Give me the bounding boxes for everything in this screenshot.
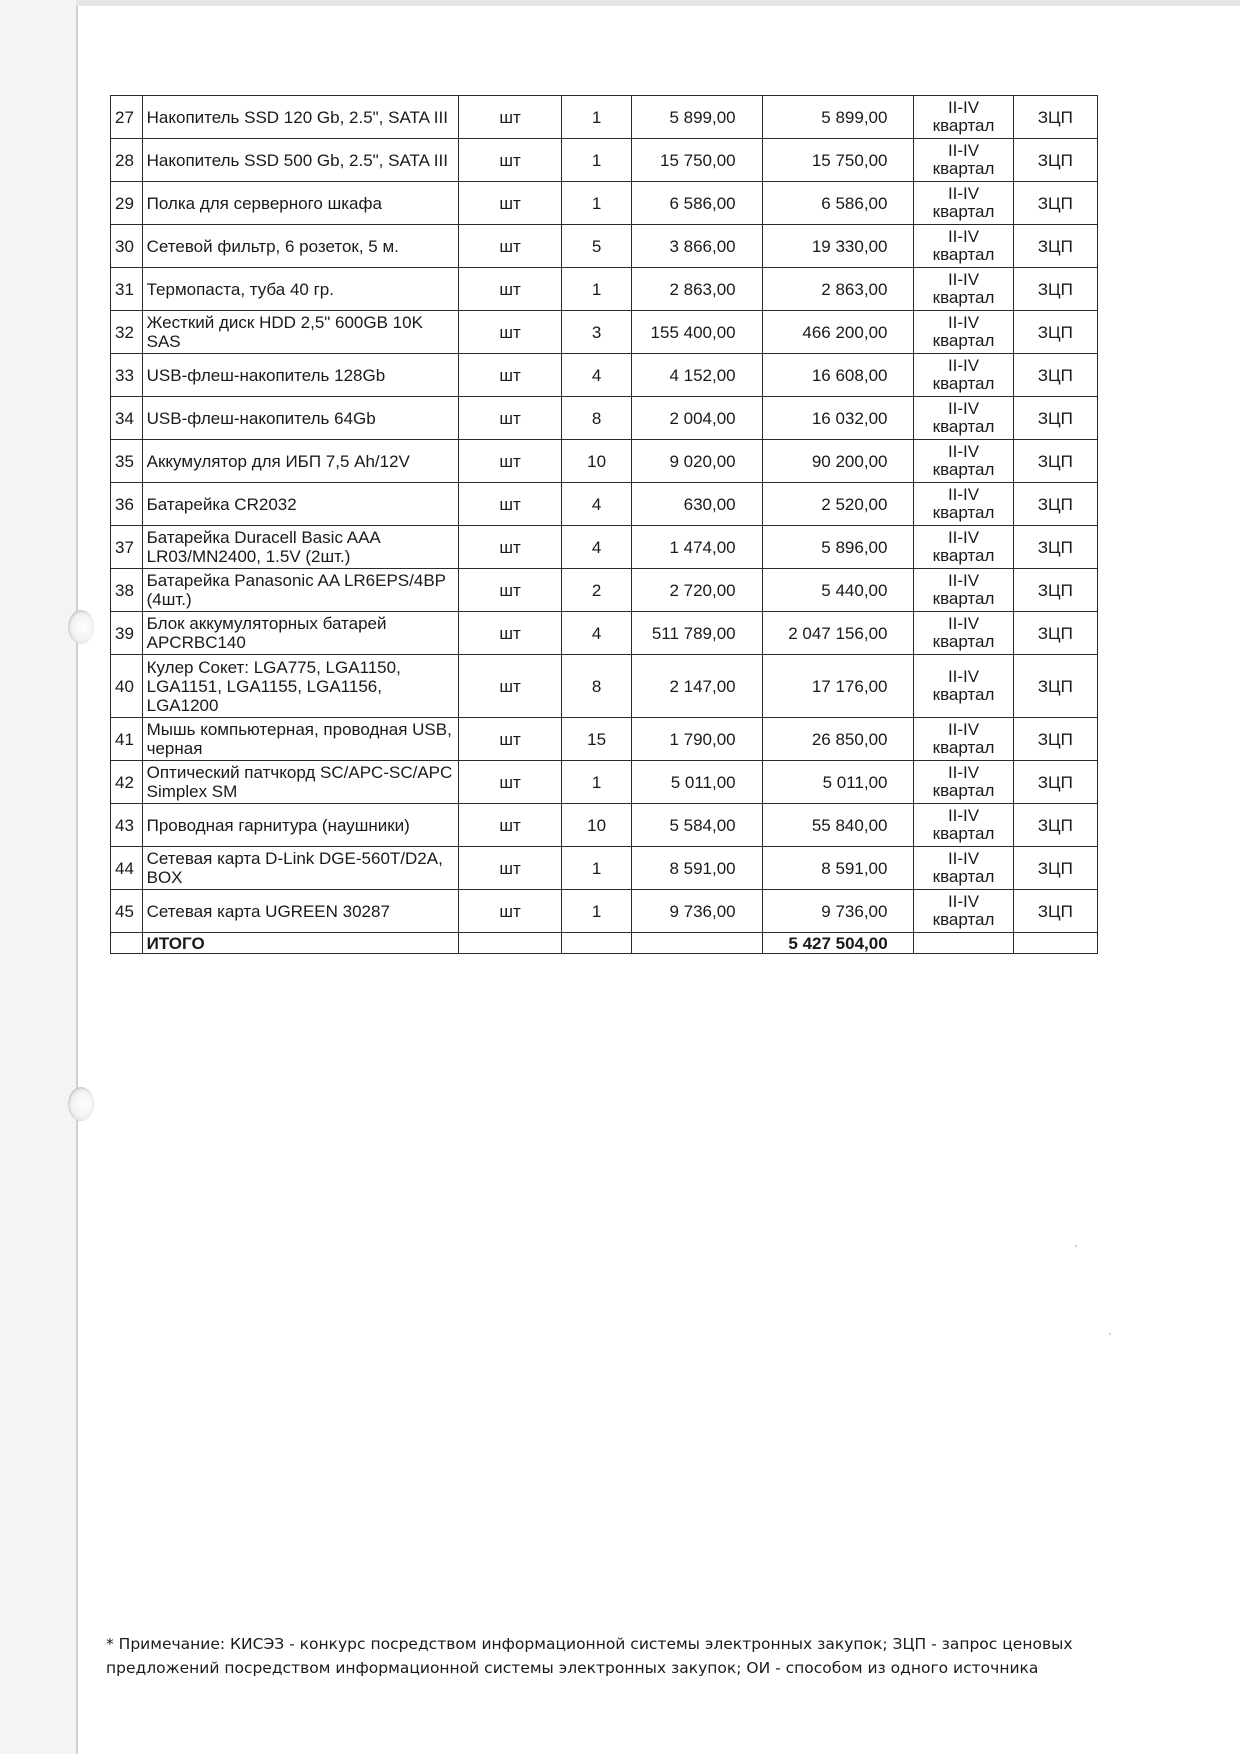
cell-procurement-method: ЗЦП (1013, 440, 1097, 483)
cell-number: 45 (111, 890, 143, 933)
cell-procurement-method: ЗЦП (1013, 397, 1097, 440)
cell-number: 34 (111, 397, 143, 440)
cell-unit: шт (458, 655, 561, 718)
cell-total-sum: 16 032,00 (762, 397, 914, 440)
cell-total-sum: 5 896,00 (762, 526, 914, 569)
table-row (111, 354, 1098, 397)
cell-item-name: Батарейка Duracell Basic AAA LR03/MN2400, 1.5V (2шт.) (142, 526, 458, 569)
cell-procurement-method: ЗЦП (1013, 890, 1097, 933)
table-row (111, 96, 1098, 139)
cell-unit: шт (458, 397, 561, 440)
cell-unit-price: 3 866,00 (631, 225, 762, 268)
cell-unit-price: 630,00 (631, 483, 762, 526)
cell-unit-price: 8 591,00 (631, 847, 762, 890)
cell-number: 30 (111, 225, 143, 268)
cell-item-name: USB-флеш-накопитель 128Gb (142, 354, 458, 397)
cell-unit: шт (458, 847, 561, 890)
cell-total-sum: 8 591,00 (762, 847, 914, 890)
cell-period: II-IV квартал (914, 718, 1013, 761)
cell-procurement-method: ЗЦП (1013, 139, 1097, 182)
cell-item-name: Сетевая карта UGREEN 30287 (142, 890, 458, 933)
cell-period: II-IV квартал (914, 225, 1013, 268)
cell-total-sum: 15 750,00 (762, 139, 914, 182)
footnote: * Примечание: КИСЭЗ - конкурс посредством информационной системы электронных закупок; ЗЦП - запрос ценовых предложений посредством информационной системы электронных закупок; ОИ - способом из одного источника (106, 1635, 1073, 1677)
cell-unit: шт (458, 804, 561, 847)
cell-period: II-IV квартал (914, 890, 1013, 933)
cell-total-sum: 19 330,00 (762, 225, 914, 268)
total-sum: 5 427 504,00 (762, 933, 914, 954)
table-row (111, 483, 1098, 526)
table-row (111, 655, 1098, 718)
table-row (111, 890, 1098, 933)
cell-quantity: 1 (562, 847, 632, 890)
cell-quantity: 1 (562, 890, 632, 933)
cell-item-name: Проводная гарнитура (наушники) (142, 804, 458, 847)
cell-total-sum: 2 520,00 (762, 483, 914, 526)
cell-quantity: 10 (562, 804, 632, 847)
cell-item-name: Кулер Сокет: LGA775, LGA1150, LGA1151, LGA1155, LGA1156, LGA1200 (142, 655, 458, 718)
table-row (111, 526, 1098, 569)
cell-unit-price: 1 790,00 (631, 718, 762, 761)
cell-total-sum: 26 850,00 (762, 718, 914, 761)
cell-quantity: 8 (562, 397, 632, 440)
cell-item-name: Сетевая карта D-Link DGE-560T/D2A, BOX (142, 847, 458, 890)
cell-item-name: Мышь компьютерная, проводная USB, черная (142, 718, 458, 761)
cell-item-name: Полка для серверного шкафа (142, 182, 458, 225)
cell-quantity: 1 (562, 139, 632, 182)
cell-period: II-IV квартал (914, 761, 1013, 804)
table-row (111, 761, 1098, 804)
cell-empty (1013, 933, 1097, 954)
cell-quantity: 1 (562, 761, 632, 804)
cell-period: II-IV квартал (914, 569, 1013, 612)
table-row (111, 718, 1098, 761)
cell-unit-price: 6 586,00 (631, 182, 762, 225)
cell-number: 37 (111, 526, 143, 569)
cell-number: 29 (111, 182, 143, 225)
table-row (111, 612, 1098, 655)
cell-item-name: Батарейка CR2032 (142, 483, 458, 526)
table-row (111, 569, 1098, 612)
cell-procurement-method: ЗЦП (1013, 569, 1097, 612)
cell-unit-price: 9 736,00 (631, 890, 762, 933)
cell-item-name: Аккумулятор для ИБП 7,5 Ah/12V (142, 440, 458, 483)
cell-period: II-IV квартал (914, 847, 1013, 890)
cell-total-sum: 17 176,00 (762, 655, 914, 718)
cell-procurement-method: ЗЦП (1013, 354, 1097, 397)
cell-number: 33 (111, 354, 143, 397)
cell-period: II-IV квартал (914, 526, 1013, 569)
scan-speck: · (1074, 1240, 1078, 1252)
cell-unit-price: 511 789,00 (631, 612, 762, 655)
cell-unit-price: 2 720,00 (631, 569, 762, 612)
cell-period: II-IV квартал (914, 139, 1013, 182)
cell-unit-price: 5 011,00 (631, 761, 762, 804)
scan-speck: · (1108, 1328, 1112, 1340)
table-row (111, 847, 1098, 890)
cell-quantity: 5 (562, 225, 632, 268)
cell-item-name: Жесткий диск HDD 2,5" 600GB 10K SAS (142, 311, 458, 354)
cell-total-sum: 55 840,00 (762, 804, 914, 847)
cell-procurement-method: ЗЦП (1013, 655, 1097, 718)
table-row (111, 139, 1098, 182)
cell-empty (562, 933, 632, 954)
cell-number: 36 (111, 483, 143, 526)
cell-unit-price: 2 004,00 (631, 397, 762, 440)
cell-total-sum: 5 011,00 (762, 761, 914, 804)
cell-total-sum: 90 200,00 (762, 440, 914, 483)
cell-item-name: Накопитель SSD 120 Gb, 2.5", SATA III (142, 96, 458, 139)
cell-empty (631, 933, 762, 954)
punch-hole (68, 1087, 94, 1121)
cell-period: II-IV квартал (914, 96, 1013, 139)
cell-unit-price: 2 147,00 (631, 655, 762, 718)
cell-unit-price: 155 400,00 (631, 311, 762, 354)
table-row (111, 225, 1098, 268)
table-row (111, 268, 1098, 311)
procurement-table (110, 95, 1098, 954)
table-row (111, 397, 1098, 440)
cell-period: II-IV квартал (914, 612, 1013, 655)
cell-total-sum: 5 899,00 (762, 96, 914, 139)
cell-total-sum: 2 047 156,00 (762, 612, 914, 655)
table-row (111, 804, 1098, 847)
cell-number: 44 (111, 847, 143, 890)
cell-unit: шт (458, 612, 561, 655)
cell-procurement-method: ЗЦП (1013, 483, 1097, 526)
cell-item-name: Накопитель SSD 500 Gb, 2.5", SATA III (142, 139, 458, 182)
total-row (111, 933, 1098, 954)
cell-number: 27 (111, 96, 143, 139)
cell-number: 35 (111, 440, 143, 483)
table-body (111, 96, 1098, 954)
cell-unit: шт (458, 761, 561, 804)
cell-procurement-method: ЗЦП (1013, 612, 1097, 655)
punch-hole (68, 610, 94, 644)
cell-procurement-method: ЗЦП (1013, 718, 1097, 761)
cell-period: II-IV квартал (914, 311, 1013, 354)
cell-quantity: 2 (562, 569, 632, 612)
cell-procurement-method: ЗЦП (1013, 96, 1097, 139)
cell-quantity: 8 (562, 655, 632, 718)
cell-period: II-IV квартал (914, 182, 1013, 225)
cell-number: 43 (111, 804, 143, 847)
cell-unit: шт (458, 311, 561, 354)
cell-empty (914, 933, 1013, 954)
cell-number: 40 (111, 655, 143, 718)
cell-unit-price: 5 584,00 (631, 804, 762, 847)
cell-period: II-IV квартал (914, 655, 1013, 718)
cell-item-name: Оптический патчкорд SC/APC-SC/APC Simplex SM (142, 761, 458, 804)
cell-item-name: USB-флеш-накопитель 64Gb (142, 397, 458, 440)
cell-unit-price: 2 863,00 (631, 268, 762, 311)
table-row (111, 440, 1098, 483)
cell-number: 39 (111, 612, 143, 655)
cell-unit: шт (458, 354, 561, 397)
cell-unit: шт (458, 96, 561, 139)
cell-number: 32 (111, 311, 143, 354)
cell-item-name: Батарейка Panasonic AA LR6EPS/4BP (4шт.) (142, 569, 458, 612)
cell-unit-price: 4 152,00 (631, 354, 762, 397)
cell-quantity: 15 (562, 718, 632, 761)
cell-quantity: 4 (562, 483, 632, 526)
cell-unit: шт (458, 483, 561, 526)
cell-unit: шт (458, 182, 561, 225)
cell-quantity: 1 (562, 96, 632, 139)
cell-procurement-method: ЗЦП (1013, 182, 1097, 225)
cell-total-sum: 5 440,00 (762, 569, 914, 612)
cell-period: II-IV квартал (914, 483, 1013, 526)
cell-unit: шт (458, 139, 561, 182)
cell-unit: шт (458, 890, 561, 933)
cell-procurement-method: ЗЦП (1013, 847, 1097, 890)
cell-procurement-method: ЗЦП (1013, 268, 1097, 311)
cell-procurement-method: ЗЦП (1013, 526, 1097, 569)
cell-number: 38 (111, 569, 143, 612)
total-label: ИТОГО (142, 933, 458, 954)
cell-quantity: 3 (562, 311, 632, 354)
cell-number: 28 (111, 139, 143, 182)
cell-unit-price: 5 899,00 (631, 96, 762, 139)
cell-unit: шт (458, 718, 561, 761)
cell-unit: шт (458, 268, 561, 311)
cell-unit-price: 1 474,00 (631, 526, 762, 569)
cell-quantity: 10 (562, 440, 632, 483)
cell-unit: шт (458, 526, 561, 569)
cell-total-sum: 16 608,00 (762, 354, 914, 397)
table-row (111, 182, 1098, 225)
cell-unit: шт (458, 440, 561, 483)
cell-period: II-IV квартал (914, 397, 1013, 440)
cell-quantity: 1 (562, 182, 632, 225)
cell-item-name: Сетевой фильтр, 6 розеток, 5 м. (142, 225, 458, 268)
cell-number: 31 (111, 268, 143, 311)
cell-procurement-method: ЗЦП (1013, 311, 1097, 354)
cell-period: II-IV квартал (914, 440, 1013, 483)
cell-period: II-IV квартал (914, 354, 1013, 397)
cell-total-sum: 6 586,00 (762, 182, 914, 225)
cell-unit: шт (458, 225, 561, 268)
cell-empty (111, 933, 143, 954)
cell-quantity: 4 (562, 526, 632, 569)
cell-total-sum: 9 736,00 (762, 890, 914, 933)
cell-quantity: 4 (562, 354, 632, 397)
cell-unit: шт (458, 569, 561, 612)
cell-total-sum: 466 200,00 (762, 311, 914, 354)
cell-number: 42 (111, 761, 143, 804)
cell-quantity: 4 (562, 612, 632, 655)
cell-number: 41 (111, 718, 143, 761)
cell-item-name: Термопаста, туба 40 гр. (142, 268, 458, 311)
cell-period: II-IV квартал (914, 268, 1013, 311)
table-row (111, 311, 1098, 354)
cell-unit-price: 9 020,00 (631, 440, 762, 483)
cell-procurement-method: ЗЦП (1013, 761, 1097, 804)
cell-total-sum: 2 863,00 (762, 268, 914, 311)
cell-empty (458, 933, 561, 954)
cell-procurement-method: ЗЦП (1013, 804, 1097, 847)
cell-item-name: Блок аккумуляторных батарей APCRBC140 (142, 612, 458, 655)
cell-period: II-IV квартал (914, 804, 1013, 847)
cell-unit-price: 15 750,00 (631, 139, 762, 182)
cell-procurement-method: ЗЦП (1013, 225, 1097, 268)
cell-quantity: 1 (562, 268, 632, 311)
